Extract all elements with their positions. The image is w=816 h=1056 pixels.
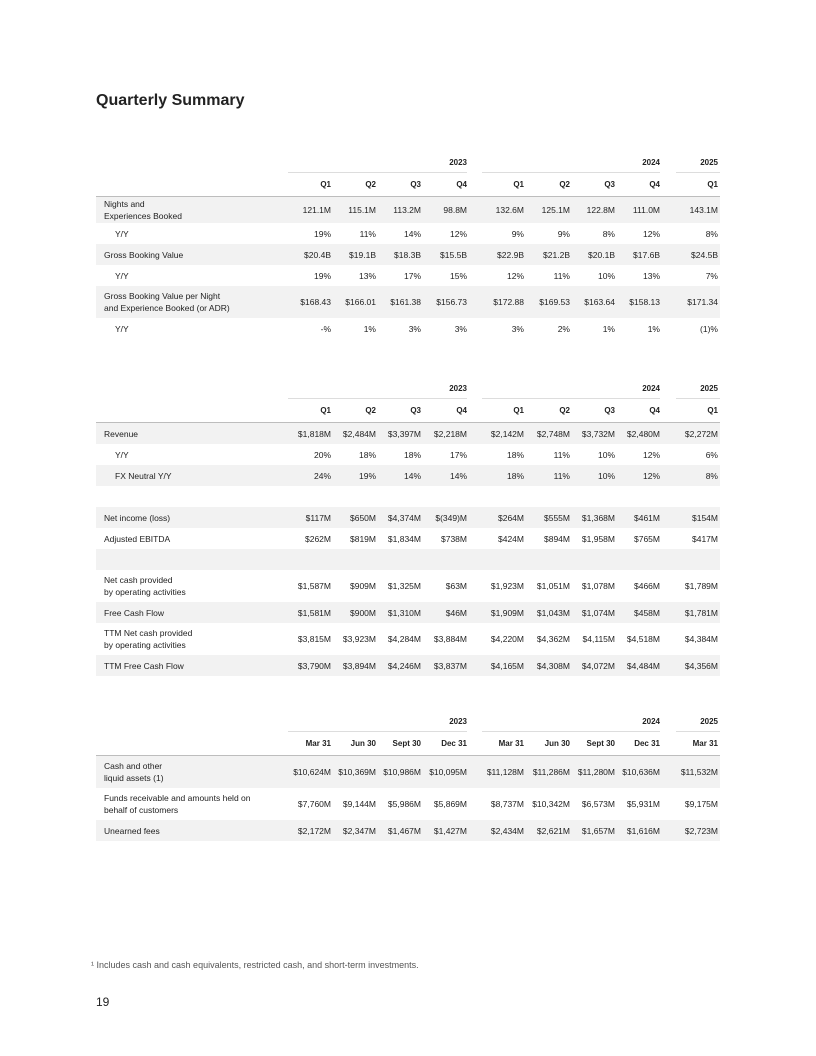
table-cell: 17%	[449, 449, 467, 460]
table-cell: 7%	[705, 270, 718, 281]
year-group-rule	[676, 172, 720, 173]
table-cell: 24%	[313, 470, 331, 481]
table-cell: 19%	[358, 470, 376, 481]
table-cell: $1,958M	[581, 533, 615, 544]
column-header: Q4	[456, 406, 467, 415]
table-cell: $4,165M	[490, 660, 524, 671]
table-cell: 8%	[705, 228, 718, 239]
row-label: Free Cash Flow	[104, 607, 164, 618]
table-cell: $(349)M	[435, 512, 467, 523]
row-label: Funds receivable and amounts held on behalf of customers	[104, 793, 251, 815]
table-cell: $1,427M	[433, 825, 467, 836]
table-cell: $1,616M	[626, 825, 660, 836]
table-cell: $19.1B	[349, 249, 376, 260]
column-header: Q2	[559, 406, 570, 415]
column-header: Q2	[365, 406, 376, 415]
table-row	[96, 286, 720, 318]
year-label: 2025	[700, 158, 718, 167]
year-header-row	[96, 152, 720, 174]
table-cell: 12%	[449, 228, 467, 239]
row-label: Adjusted EBITDA	[104, 533, 171, 544]
column-header: Q2	[365, 180, 376, 189]
column-header: Jun 30	[350, 739, 376, 748]
table-cell: $1,923M	[490, 581, 524, 591]
table-cell: $20.1B	[588, 249, 615, 260]
table-cell: $262M	[305, 533, 331, 544]
table-cell: $10,095M	[429, 767, 467, 777]
table-cell: $6,573M	[581, 799, 615, 809]
year-label: 2024	[642, 384, 660, 393]
table-row	[96, 465, 720, 486]
table-cell: $11,128M	[486, 767, 524, 777]
row-label: Net cash provided by operating activities	[104, 575, 186, 597]
year-group-rule	[288, 731, 467, 732]
table-cell: $5,869M	[433, 799, 467, 809]
table-cell: $3,884M	[433, 634, 467, 644]
row-label: Y/Y	[115, 449, 129, 460]
table-cell: $1,587M	[297, 581, 331, 591]
table-cell: $1,834M	[387, 533, 421, 544]
year-group-rule	[288, 172, 467, 173]
column-header: Q1	[707, 406, 718, 415]
table-cell: $117M	[305, 512, 331, 523]
table-cell: $3,837M	[433, 660, 467, 671]
column-header: Q1	[320, 180, 331, 189]
column-header: Q2	[559, 180, 570, 189]
table-cell: $63M	[445, 581, 467, 591]
table-cell: $161.38	[390, 297, 421, 307]
table-cell: -%	[320, 323, 331, 334]
table-cell: 11%	[553, 449, 570, 460]
table-cell: $2,723M	[684, 825, 718, 836]
table-row	[96, 318, 720, 339]
table-row	[96, 623, 720, 655]
table-cell: $1,310M	[387, 607, 421, 618]
table-cell: $4,362M	[536, 634, 570, 644]
table-cell: $3,894M	[342, 660, 376, 671]
table-cell: $1,074M	[581, 607, 615, 618]
table-cell: 14%	[403, 228, 421, 239]
table-cell: 3%	[511, 323, 524, 334]
table-cell: $158.13	[629, 297, 660, 307]
table-cell: $1,368M	[581, 512, 615, 523]
year-label: 2023	[449, 384, 467, 393]
table-row	[96, 549, 720, 570]
table-cell: $3,397M	[387, 428, 421, 439]
table-cell: 143.1M	[689, 205, 718, 215]
table-row	[96, 265, 720, 286]
operating-metrics-table	[96, 152, 720, 339]
table-cell: $461M	[634, 512, 660, 523]
balance-sheet-table	[96, 711, 720, 841]
table-row	[96, 602, 720, 623]
table-cell: $9,144M	[342, 799, 376, 809]
table-cell: $15.5B	[440, 249, 467, 260]
table-cell: 10%	[597, 270, 615, 281]
year-header-row	[96, 711, 720, 733]
table-cell: 122.8M	[586, 205, 615, 215]
column-header: Mar 31	[498, 739, 524, 748]
table-cell: $7,760M	[297, 799, 331, 809]
table-cell: $9,175M	[684, 799, 718, 809]
row-label: Gross Booking Value	[104, 249, 184, 260]
column-header: Q3	[410, 180, 421, 189]
table-cell: $2,218M	[433, 428, 467, 439]
column-header: Dec 31	[634, 739, 660, 748]
table-cell: $2,142M	[490, 428, 524, 439]
table-cell: $18.3B	[394, 249, 421, 260]
column-header: Q4	[456, 180, 467, 189]
table-cell: $2,347M	[342, 825, 376, 836]
table-cell: 12%	[642, 470, 660, 481]
table-cell: 18%	[403, 449, 421, 460]
table-cell: $11,280M	[577, 767, 615, 777]
table-row	[96, 756, 720, 788]
table-cell: 8%	[602, 228, 615, 239]
table-cell: $10,636M	[622, 767, 660, 777]
table-cell: $4,246M	[387, 660, 421, 671]
table-cell: 132.6M	[495, 205, 524, 215]
table-cell: $1,467M	[387, 825, 421, 836]
table-cell: $11,286M	[532, 767, 570, 777]
footnote: ¹ Includes cash and cash equivalents, restricted cash, and short-term investments.	[91, 960, 419, 970]
table-cell: $894M	[544, 533, 570, 544]
year-label: 2025	[700, 717, 718, 726]
table-cell: 111.0M	[632, 205, 660, 215]
table-cell: $5,931M	[626, 799, 660, 809]
table-cell: $4,518M	[626, 634, 660, 644]
table-cell: $22.9B	[497, 249, 524, 260]
table-cell: $900M	[350, 607, 376, 618]
table-cell: $20.4B	[304, 249, 331, 260]
table-cell: 14%	[449, 470, 467, 481]
table-cell: 1%	[647, 323, 660, 334]
table-row	[96, 444, 720, 465]
table-cell: $8,737M	[490, 799, 524, 809]
year-group-rule	[676, 731, 720, 732]
table-cell: 12%	[506, 270, 524, 281]
table-cell: $4,284M	[387, 634, 421, 644]
year-group-rule	[676, 398, 720, 399]
table-cell: $21.2B	[543, 249, 570, 260]
column-header: Q3	[604, 180, 615, 189]
table-cell: 9%	[557, 228, 570, 239]
table-row	[96, 507, 720, 528]
table-cell: $171.34	[687, 297, 718, 307]
table-cell: $264M	[498, 512, 524, 523]
row-label: Net income (loss)	[104, 512, 171, 523]
row-label: Revenue	[104, 428, 139, 439]
table-cell: $1,909M	[490, 607, 524, 618]
table-cell: 12%	[642, 228, 660, 239]
row-label: TTM Net cash provided by operating activities	[104, 628, 193, 650]
table-cell: $819M	[350, 533, 376, 544]
row-label: Cash and other liquid assets (1)	[104, 761, 164, 783]
table-cell: $17.6B	[633, 249, 660, 260]
table-cell: 10%	[597, 470, 615, 481]
table-row	[96, 788, 720, 820]
table-cell: 20%	[313, 449, 331, 460]
table-cell: $11,532M	[680, 767, 718, 777]
table-cell: 15%	[449, 270, 467, 281]
table-cell: $169.53	[539, 297, 570, 307]
year-label: 2023	[449, 158, 467, 167]
table-cell: $555M	[544, 512, 570, 523]
column-header-row	[96, 733, 720, 756]
column-header: Q1	[513, 180, 524, 189]
table-cell: 11%	[553, 470, 570, 481]
table-cell: 115.1M	[348, 205, 376, 215]
table-cell: $10,986M	[383, 767, 421, 777]
table-cell: 113.2M	[393, 205, 421, 215]
column-header: Q3	[604, 406, 615, 415]
row-label: Gross Booking Value per Night and Experience Booked (or ADR)	[104, 291, 230, 313]
row-label: Unearned fees	[104, 825, 160, 836]
year-label: 2024	[642, 717, 660, 726]
column-header: Q3	[410, 406, 421, 415]
column-header: Mar 31	[305, 739, 331, 748]
table-cell: 11%	[359, 228, 376, 239]
column-header-row	[96, 400, 720, 423]
table-cell: $909M	[350, 581, 376, 591]
table-cell: $2,621M	[536, 825, 570, 836]
table-row	[96, 244, 720, 265]
table-cell: $1,657M	[581, 825, 615, 836]
table-cell: 1%	[602, 323, 615, 334]
year-group-rule	[482, 172, 660, 173]
table-cell: 1%	[363, 323, 376, 334]
table-cell: $2,172M	[297, 825, 331, 836]
table-cell: $1,043M	[536, 607, 570, 618]
table-cell: 18%	[506, 449, 524, 460]
table-row	[96, 655, 720, 676]
row-label: Y/Y	[115, 228, 129, 239]
table-cell: 19%	[313, 270, 331, 281]
year-group-rule	[482, 398, 660, 399]
table-cell: $3,923M	[342, 634, 376, 644]
column-header: Dec 31	[441, 739, 467, 748]
row-label: Y/Y	[115, 270, 129, 281]
table-cell: $424M	[498, 533, 524, 544]
year-group-rule	[482, 731, 660, 732]
table-cell: $3,815M	[297, 634, 331, 644]
page-title: Quarterly Summary	[96, 92, 245, 109]
year-label: 2024	[642, 158, 660, 167]
table-cell: $417M	[692, 533, 718, 544]
table-row	[96, 528, 720, 549]
row-label: Nights and Experiences Booked	[104, 199, 182, 221]
table-cell: 8%	[705, 470, 718, 481]
table-cell: 18%	[358, 449, 376, 460]
table-cell: $738M	[441, 533, 467, 544]
column-header: Sept 30	[586, 739, 615, 748]
table-cell: $3,790M	[297, 660, 331, 671]
row-label: Y/Y	[115, 323, 129, 334]
column-header: Mar 31	[692, 739, 718, 748]
table-cell: $4,115M	[582, 634, 615, 644]
column-header: Q1	[707, 180, 718, 189]
table-cell: 125.1M	[541, 205, 570, 215]
table-cell: $168.43	[300, 297, 331, 307]
page-number: 19	[96, 995, 110, 1009]
table-cell: (1)%	[700, 323, 718, 334]
table-cell: $4,220M	[490, 634, 524, 644]
year-label: 2025	[700, 384, 718, 393]
table-cell: $466M	[634, 581, 660, 591]
table-cell: $4,072M	[581, 660, 615, 671]
table-cell: $650M	[350, 512, 376, 523]
table-cell: $154M	[692, 512, 718, 523]
table-cell: $2,272M	[684, 428, 718, 439]
table-cell: $458M	[634, 607, 660, 618]
column-header: Q1	[320, 406, 331, 415]
table-cell: $156.73	[436, 297, 467, 307]
table-cell: $1,051M	[536, 581, 570, 591]
table-cell: $2,480M	[626, 428, 660, 439]
financial-results-table	[96, 378, 720, 676]
table-cell: $2,434M	[490, 825, 524, 836]
column-header: Sept 30	[392, 739, 421, 748]
table-cell: $4,308M	[536, 660, 570, 671]
table-row	[96, 197, 720, 223]
table-cell: 14%	[403, 470, 421, 481]
table-cell: 9%	[511, 228, 524, 239]
table-cell: 13%	[642, 270, 660, 281]
table-cell: $10,624M	[293, 767, 331, 777]
table-cell: 121.1M	[302, 205, 331, 215]
table-row	[96, 820, 720, 841]
table-cell: 13%	[358, 270, 376, 281]
table-cell: $4,384M	[684, 634, 718, 644]
table-cell: 3%	[454, 323, 467, 334]
table-cell: 2%	[557, 323, 570, 334]
row-label: FX Neutral Y/Y	[115, 470, 172, 481]
table-cell: 19%	[313, 228, 331, 239]
table-cell: 3%	[408, 323, 421, 334]
table-cell: $4,356M	[684, 660, 718, 671]
table-cell: 17%	[403, 270, 421, 281]
table-row	[96, 423, 720, 444]
table-cell: $2,484M	[342, 428, 376, 439]
table-cell: $4,484M	[626, 660, 660, 671]
table-cell: $10,342M	[532, 799, 570, 809]
table-cell: $5,986M	[387, 799, 421, 809]
table-cell: $1,781M	[684, 607, 718, 618]
column-header: Jun 30	[544, 739, 570, 748]
table-cell: 18%	[506, 470, 524, 481]
table-cell: 10%	[597, 449, 615, 460]
year-header-row	[96, 378, 720, 400]
year-group-rule	[288, 398, 467, 399]
year-label: 2023	[449, 717, 467, 726]
table-cell: $2,748M	[536, 428, 570, 439]
table-cell: $4,374M	[387, 512, 421, 523]
table-cell: $24.5B	[691, 249, 718, 260]
table-row	[96, 486, 720, 507]
table-cell: $3,732M	[581, 428, 615, 439]
table-cell: $1,078M	[581, 581, 615, 591]
table-cell: $163.64	[584, 297, 615, 307]
column-header-row	[96, 174, 720, 197]
column-header: Q4	[649, 406, 660, 415]
table-cell: $1,818M	[297, 428, 331, 439]
table-cell: 12%	[642, 449, 660, 460]
table-cell: $765M	[634, 533, 660, 544]
table-cell: $46M	[445, 607, 467, 618]
table-cell: $1,581M	[297, 607, 331, 618]
column-header: Q4	[649, 180, 660, 189]
table-cell: $10,369M	[338, 767, 376, 777]
table-cell: $1,325M	[387, 581, 421, 591]
table-cell: $172.88	[493, 297, 524, 307]
row-label: TTM Free Cash Flow	[104, 660, 184, 671]
table-row	[96, 570, 720, 602]
table-cell: 11%	[553, 270, 570, 281]
table-row	[96, 223, 720, 244]
column-header: Q1	[513, 406, 524, 415]
table-cell: $166.01	[345, 297, 376, 307]
table-cell: 98.8M	[443, 205, 467, 215]
table-cell: $1,789M	[684, 581, 718, 591]
table-cell: 6%	[705, 449, 718, 460]
